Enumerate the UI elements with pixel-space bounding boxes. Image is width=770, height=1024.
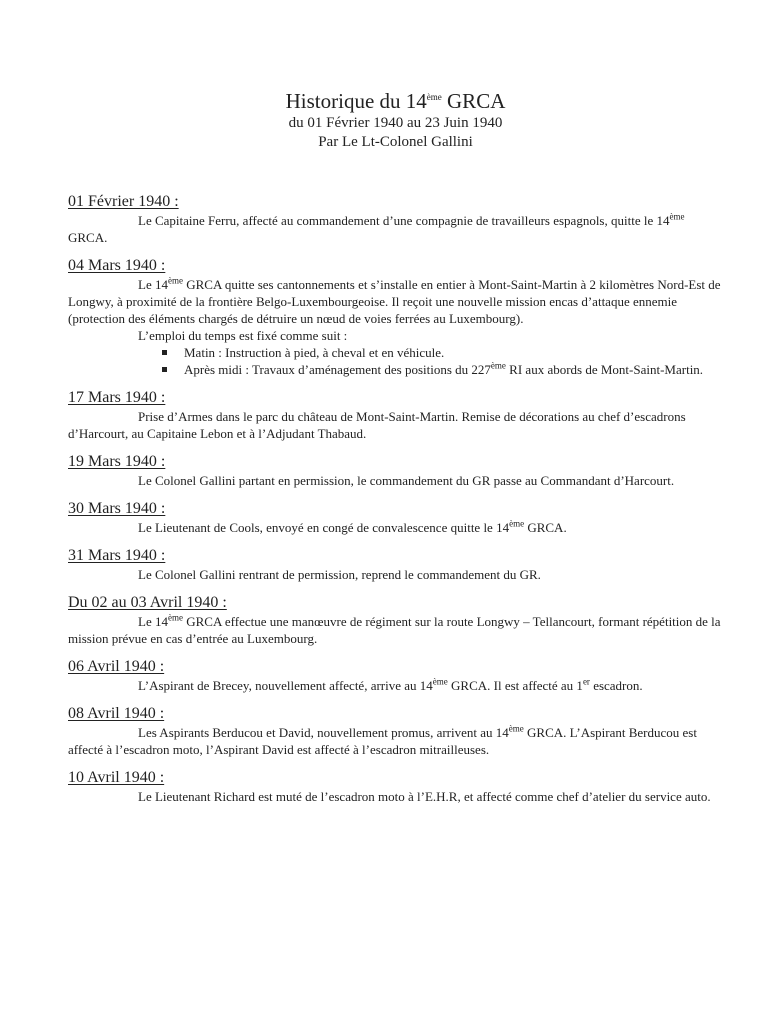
document-subtitle-dates: du 01 Février 1940 au 23 Juin 1940 — [288, 115, 503, 131]
text-part: GRCA. — [68, 230, 108, 245]
entry-10-avril — [68, 768, 723, 805]
title-text: Historique du 14 — [285, 89, 427, 113]
text-part: Les Aspirants Berducou et David, nouvellement promus, arrivent au 14 — [138, 725, 509, 740]
text-part: GRCA. — [524, 520, 567, 535]
text-part: escadron. — [589, 678, 643, 693]
entry-date: 01 Février 1940 : — [68, 193, 179, 210]
entry-date: 19 Mars 1940 : — [68, 453, 166, 470]
entry-date: 08 Avril 1940 : — [68, 705, 165, 722]
text-part: GRCA. L’Aspirant Berducou est affecté à l’escadron moto, l’Aspirant David est affecté à l’escadron mitrailleuses. — [68, 725, 697, 757]
entry-date: 17 Mars 1940 : — [68, 389, 166, 406]
superscript: ème — [490, 360, 506, 371]
text-part: GRCA quitte ses cantonnements et s’installe en entier à Mont-Saint-Martin à 2 kilomètres Nord-Est de Longwy, à proximité de la frontière Belgo-Luxembourgeoise. Il reçoit une nouvelle mission encas d’attaque ennemie (protection des éléments chargés de détruire un nœud de voies ferrées au Luxembourg). — [68, 277, 721, 326]
entry-text-schedule: L’emploi du temps est fixé comme suit : — [138, 328, 348, 343]
superscript: ème — [167, 275, 183, 286]
entry-19-mars — [68, 452, 723, 489]
title-superscript: ème — [426, 92, 442, 102]
entry-date: 04 Mars 1940 : — [68, 257, 166, 274]
entry-01-fevrier — [68, 192, 723, 246]
entry-text: Le Colonel Gallini rentrant de permission, reprend le commandement du GR. — [138, 567, 541, 582]
entry-text: Le Colonel Gallini partant en permission, le commandement du GR passe au Commandant d’Harcourt. — [138, 473, 675, 488]
entry-31-mars — [68, 546, 723, 583]
text-part: GRCA. Il est affecté au 1 — [447, 678, 583, 693]
text-part: Le 14 — [138, 277, 168, 292]
entry-06-avril — [68, 657, 723, 694]
superscript: ème — [167, 612, 183, 623]
title-block — [68, 88, 723, 152]
text-part: Le 14 — [138, 614, 168, 629]
title-text-end: GRCA — [441, 89, 506, 113]
entry-17-mars — [68, 388, 723, 442]
text-part: Le Lieutenant de Cools, envoyé en congé de convalescence quitte le 14 — [138, 520, 510, 535]
entry-date: Du 02 au 03 Avril 1940 : — [68, 594, 227, 611]
text-part: RI aux abords de Mont-Saint-Martin. — [505, 362, 704, 377]
superscript: ème — [432, 676, 448, 687]
entry-text — [68, 724, 723, 758]
entry-text — [68, 613, 723, 647]
entry-text: Prise d’Armes dans le parc du château de Mont-Saint-Martin. Remise de décorations au chef d’escadrons d’Harcourt, au Capitaine Lebon et à l’Adjudant Thabaud. — [68, 409, 686, 441]
entry-02-03-avril — [68, 593, 723, 647]
text-part: GRCA effectue une manœuvre de régiment sur la route Longwy – Tellancourt, formant répétition de la mission prévue en cas d’entrée au Luxembourg. — [68, 614, 721, 646]
superscript: er — [582, 676, 590, 687]
entry-text — [68, 519, 723, 536]
document-title — [68, 88, 723, 114]
entry-08-avril — [68, 704, 723, 758]
schedule-list — [68, 344, 723, 378]
list-item — [160, 361, 723, 378]
entry-text — [68, 276, 723, 327]
document-page — [68, 88, 723, 815]
entry-text — [68, 677, 723, 694]
text-part: L’Aspirant de Brecey, nouvellement affecté, arrive au 14 — [138, 678, 433, 693]
entry-text — [68, 212, 723, 246]
entry-date: 31 Mars 1940 : — [68, 547, 166, 564]
entry-04-mars — [68, 256, 723, 378]
superscript: ème — [509, 518, 525, 529]
superscript: ème — [508, 723, 524, 734]
superscript: ème — [669, 211, 685, 222]
entry-date: 06 Avril 1940 : — [68, 658, 165, 675]
list-item: Matin : Instruction à pied, à cheval et en véhicule. — [160, 344, 723, 361]
document-subtitle-author: Par Le Lt-Colonel Gallini — [318, 134, 473, 150]
entry-date: 10 Avril 1940 : — [68, 769, 165, 786]
entry-text: Le Lieutenant Richard est muté de l’escadron moto à l’E.H.R, et affecté comme chef d’atelier du service auto. — [138, 789, 711, 804]
text-part: Le Capitaine Ferru, affecté au commandement d’une compagnie de travailleurs espagnols, quitte le 14 — [138, 213, 670, 228]
entry-date: 30 Mars 1940 : — [68, 500, 166, 517]
text-part: Après midi : Travaux d’aménagement des positions du 227 — [184, 362, 491, 377]
entry-30-mars — [68, 499, 723, 536]
